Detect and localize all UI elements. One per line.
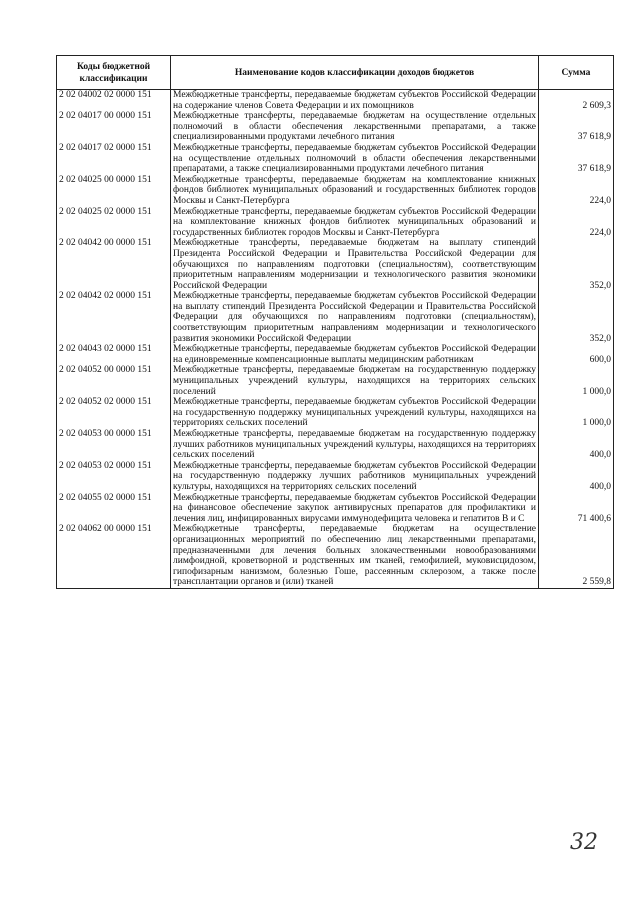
table-row — [57, 175, 614, 207]
revenue-classification-table — [56, 55, 614, 589]
table-row — [57, 365, 614, 397]
row-amount: 352,0 — [539, 238, 614, 291]
table-row — [57, 524, 614, 588]
row-code: 2 02 04017 00 0000 151 — [57, 111, 171, 143]
row-code: 2 02 04062 00 0000 151 — [57, 524, 171, 588]
row-name: Межбюджетные трансферты, передаваемые бюджетам субъектов Российской Федерации на комплектование книжных фондов библиотек муниципальных образований и государственных библиотек городов Москвы и Санкт-Петербурга — [171, 207, 539, 239]
row-code: 2 02 04043 02 0000 151 — [57, 344, 171, 365]
table-row — [57, 344, 614, 365]
row-amount: 1 000,0 — [539, 397, 614, 429]
row-name: Межбюджетные трансферты, передаваемые бюджетам субъектов Российской Федерации на государственную поддержку лучших работников муниципальных учреждений культуры, находящихся на территориях сельских поселений — [171, 461, 539, 493]
row-name: Межбюджетные трансферты, передаваемые бюджетам на осуществление отдельных полномочий в области обеспечения лекарственными препаратами, а также специализированными продуктами лечебного питания — [171, 111, 539, 143]
table-header-row — [57, 56, 614, 90]
row-name: Межбюджетные трансферты, передаваемые бюджетам субъектов Российской Федерации на содержание членов Совета Федерации и их помощников — [171, 90, 539, 112]
row-code: 2 02 04002 02 0000 151 — [57, 90, 171, 112]
table-row — [57, 207, 614, 239]
row-code: 2 02 04053 00 0000 151 — [57, 429, 171, 461]
row-name: Межбюджетные трансферты, передаваемые бюджетам на выплату стипендий Президента Российской Федерации и Правительства Российской Федерации для обучающихся по направлениям подготовки (специальностям), соответствующим приоритетным направлениям модернизации и технологического развития экономики Российской Федерации — [171, 238, 539, 291]
table-row — [57, 397, 614, 429]
table-row — [57, 461, 614, 493]
page-number: 32 — [570, 830, 598, 855]
row-name: Межбюджетные трансферты, передаваемые бюджетам на государственную поддержку лучших работников муниципальных учреждений культуры, находящихся на территориях сельских поселений — [171, 429, 539, 461]
row-code: 2 02 04052 02 0000 151 — [57, 397, 171, 429]
row-amount: 224,0 — [539, 207, 614, 239]
document-page — [56, 55, 613, 589]
table-row — [57, 291, 614, 344]
row-amount: 224,0 — [539, 175, 614, 207]
row-name: Межбюджетные трансферты, передаваемые бюджетам на осуществление организационных мероприятий по обеспечению лиц лекарственными препаратами, предназначенными для лечения больных злокачественными новообразованиями лимфоидной, кроветворной и родственных им тканей, гемофилией, муковисцидозом, гипофизарным нанизмом, болезнью Гоше, рассеянным склерозом, а также после трансплантации органов и (или) тканей — [171, 524, 539, 588]
row-code: 2 02 04053 02 0000 151 — [57, 461, 171, 493]
row-amount: 2 559,8 — [539, 524, 614, 588]
row-name: Межбюджетные трансферты, передаваемые бюджетам субъектов Российской Федерации на выплату стипендий Президента Российской Федерации и Правительства Российской Федерации для обучающихся по направлениям подготовки (специальностям), соответствующим приоритетным направлениям модернизации и технологического развития экономики Российской Федерации — [171, 291, 539, 344]
table-row — [57, 143, 614, 175]
row-code: 2 02 04042 02 0000 151 — [57, 291, 171, 344]
row-amount: 400,0 — [539, 429, 614, 461]
row-amount: 71 400,6 — [539, 493, 614, 525]
header-name: Наименование кодов классификации доходов бюджетов — [171, 56, 539, 90]
row-amount: 1 000,0 — [539, 365, 614, 397]
row-amount: 2 609,3 — [539, 90, 614, 112]
header-amount: Сумма — [539, 56, 614, 90]
table-row — [57, 238, 614, 291]
row-amount: 37 618,9 — [539, 143, 614, 175]
row-code: 2 02 04025 02 0000 151 — [57, 207, 171, 239]
table-row — [57, 493, 614, 525]
row-name: Межбюджетные трансферты, передаваемые бюджетам на государственную поддержку муниципальных учреждений культуры, находящихся на территориях сельских поселений — [171, 365, 539, 397]
row-amount: 400,0 — [539, 461, 614, 493]
table-row — [57, 429, 614, 461]
header-code: Коды бюджетной классификации — [57, 56, 171, 90]
row-name: Межбюджетные трансферты, передаваемые бюджетам субъектов Российской Федерации на финансовое обеспечение закупок антивирусных препаратов для профилактики и лечения лиц, инфицированных вирусами иммунодефицита человека и гепатитов В и С — [171, 493, 539, 525]
row-name: Межбюджетные трансферты, передаваемые бюджетам субъектов Российской Федерации на государственную поддержку муниципальных учреждений культуры, находящихся на территориях сельских поселений — [171, 397, 539, 429]
table-row — [57, 111, 614, 143]
row-code: 2 02 04042 00 0000 151 — [57, 238, 171, 291]
row-code: 2 02 04017 02 0000 151 — [57, 143, 171, 175]
row-code: 2 02 04052 00 0000 151 — [57, 365, 171, 397]
table-row — [57, 90, 614, 112]
row-amount: 600,0 — [539, 344, 614, 365]
row-name: Межбюджетные трансферты, передаваемые бюджетам на комплектование книжных фондов библиотек муниципальных образований и государственных библиотек городов Москвы и Санкт-Петербурга — [171, 175, 539, 207]
row-code: 2 02 04055 02 0000 151 — [57, 493, 171, 525]
row-code: 2 02 04025 00 0000 151 — [57, 175, 171, 207]
row-amount: 37 618,9 — [539, 111, 614, 143]
row-name: Межбюджетные трансферты, передаваемые бюджетам субъектов Российской Федерации на единовременные компенсационные выплаты медицинским работникам — [171, 344, 539, 365]
row-amount: 352,0 — [539, 291, 614, 344]
row-name: Межбюджетные трансферты, передаваемые бюджетам субъектов Российской Федерации на осуществление отдельных полномочий в области обеспечения лекарственными препаратами, а также специализированными продуктами лечебного питания — [171, 143, 539, 175]
